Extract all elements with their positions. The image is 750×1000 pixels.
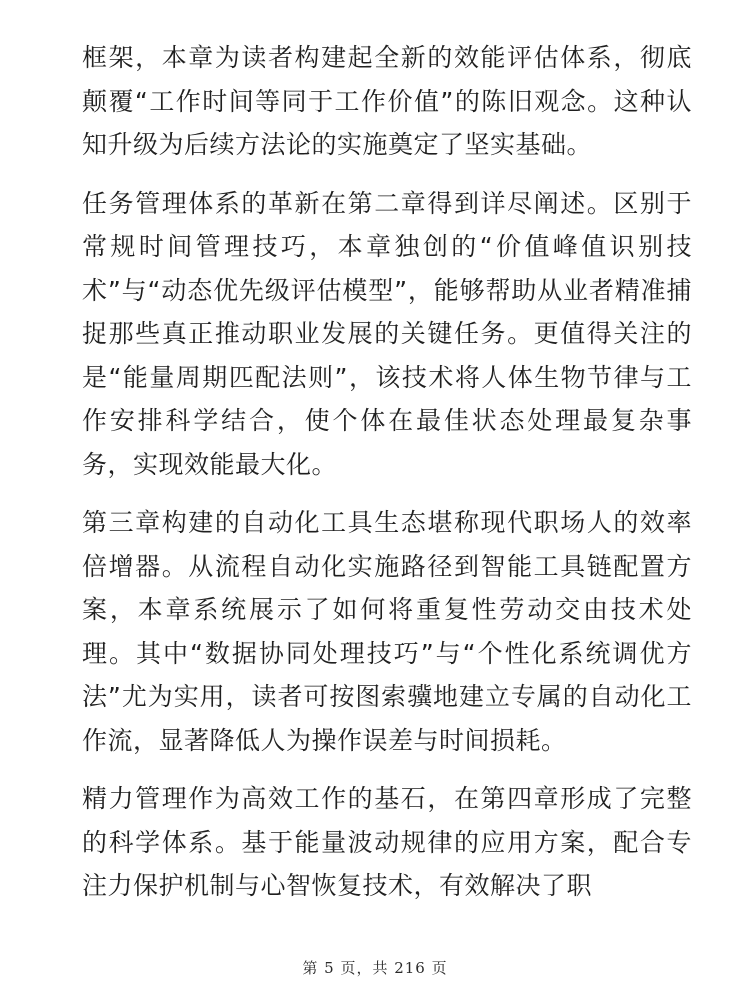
paragraph-3: 第三章构建的自动化工具生态堪称现代职场人的效率倍增器。从流程自动化实施路径到智能工具链配置方案，本章系统展示了如何将重复性劳动交由技术处理。其中“数据协同处理技巧”与“个性化系统调优方法”尤为实用，读者可按图索骥地建立专属的自动化工作流，显著降低人为操作误差与时间损耗。 bbox=[82, 508, 692, 755]
paragraph-1: 框架，本章为读者构建起全新的效能评估体系，彻底颠覆“工作时间等同于工作价值”的陈旧观念。这种认知升级为后续方法论的实施奠定了坚实基础。 bbox=[82, 43, 692, 159]
paragraph-2: 任务管理体系的革新在第二章得到详尽阐述。区别于常规时间管理技巧，本章独创的“价值峰值识别技术”与“动态优先级评估模型”，能够帮助从业者精准捕捉那些真正推动职业发展的关键任务。更值得关注的是“能量周期匹配法则”，该技术将人体生物节律与工作安排科学结合，使个体在最佳状态处理最复杂事务，实现效能最大化。 bbox=[82, 188, 692, 479]
page-number-footer: 第 5 页，共 216 页 bbox=[302, 959, 448, 977]
paragraph-4: 精力管理作为高效工作的基石，在第四章形成了完整的科学体系。基于能量波动规律的应用方案，配合专注力保护机制与心智恢复技术，有效解决了职 bbox=[82, 784, 692, 900]
document-body bbox=[82, 36, 692, 923]
